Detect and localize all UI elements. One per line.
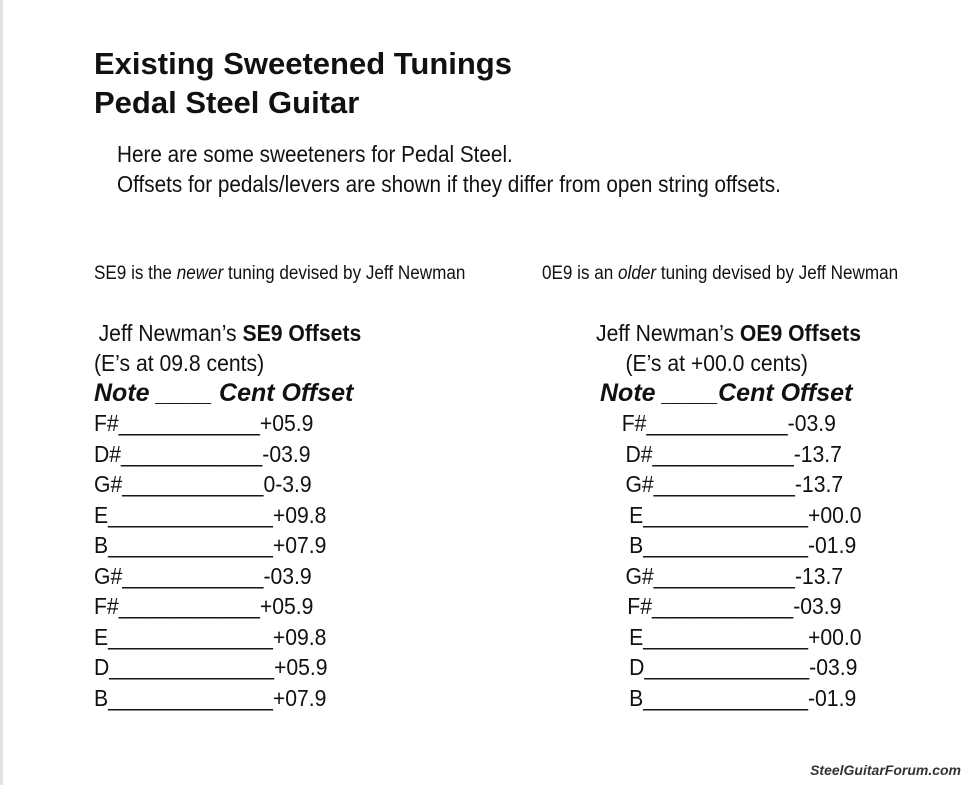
se9-row: F#____________+05.9 (94, 593, 314, 619)
oe9-row: F#____________-03.9 (621, 410, 836, 436)
oe9-offsets-table (596, 318, 885, 713)
page-title: Existing Sweetened Tunings (94, 46, 512, 81)
se9-row: B______________+07.9 (94, 684, 327, 711)
oe9-row: D#____________-13.7 (625, 440, 842, 467)
oe9-heading (596, 318, 862, 348)
oe9-row: G#____________-13.7 (625, 562, 844, 589)
oe9-column-header: Note ____Cent Offset (600, 379, 853, 407)
oe9-description-post: tuning devised by Jeff Newman (656, 263, 899, 284)
oe9-description-pre: 0E9 is an (542, 263, 619, 284)
se9-row: F#____________+05.9 (94, 410, 314, 436)
intro-line-2: Offsets for pedals/levers are shown if they differ from open string offsets. (117, 171, 781, 197)
se9-row: B______________+07.9 (94, 532, 327, 558)
se9-row: G#____________-03.9 (94, 562, 312, 589)
oe9-heading-pre: Jeff Newman’s (596, 320, 740, 346)
oe9-description (542, 262, 898, 286)
se9-offsets-table (94, 318, 385, 713)
se9-subheading: (E’s at 09.8 cents) (94, 350, 265, 376)
se9-description (94, 262, 465, 286)
forum-watermark: SteelGuitarForum.com (810, 762, 961, 778)
se9-row: E______________+09.8 (94, 501, 327, 528)
se9-heading (94, 318, 361, 348)
oe9-row: E______________+00.0 (629, 623, 862, 650)
oe9-row: G#____________-13.7 (625, 471, 844, 497)
se9-row: G#____________0-3.9 (94, 471, 312, 497)
se9-row: D______________+05.9 (94, 654, 328, 680)
oe9-row: E______________+00.0 (629, 501, 862, 528)
se9-description-pre: SE9 is the (94, 263, 177, 284)
se9-row: E______________+09.8 (94, 623, 327, 650)
page-left-border (0, 0, 3, 785)
se9-heading-pre: Jeff Newman’s (98, 320, 243, 346)
se9-row: D#____________-03.9 (94, 440, 311, 467)
se9-heading-bold: SE9 Offsets (242, 320, 362, 346)
se9-description-em: newer (176, 263, 224, 284)
oe9-row: B______________-01.9 (629, 684, 857, 711)
se9-description-post: tuning devised by Jeff Newman (223, 263, 466, 284)
oe9-row: F#____________-03.9 (627, 593, 842, 619)
page-subtitle: Pedal Steel Guitar (94, 85, 360, 120)
oe9-description-em: older (618, 263, 657, 284)
oe9-subheading: (E’s at +00.0 cents) (625, 350, 808, 376)
oe9-row: D______________-03.9 (629, 654, 858, 680)
se9-column-header: Note ____ Cent Offset (94, 379, 354, 407)
oe9-heading-bold: OE9 Offsets (739, 320, 862, 346)
intro-line-1: Here are some sweeteners for Pedal Steel. (117, 141, 513, 167)
oe9-row: B______________-01.9 (629, 532, 857, 558)
